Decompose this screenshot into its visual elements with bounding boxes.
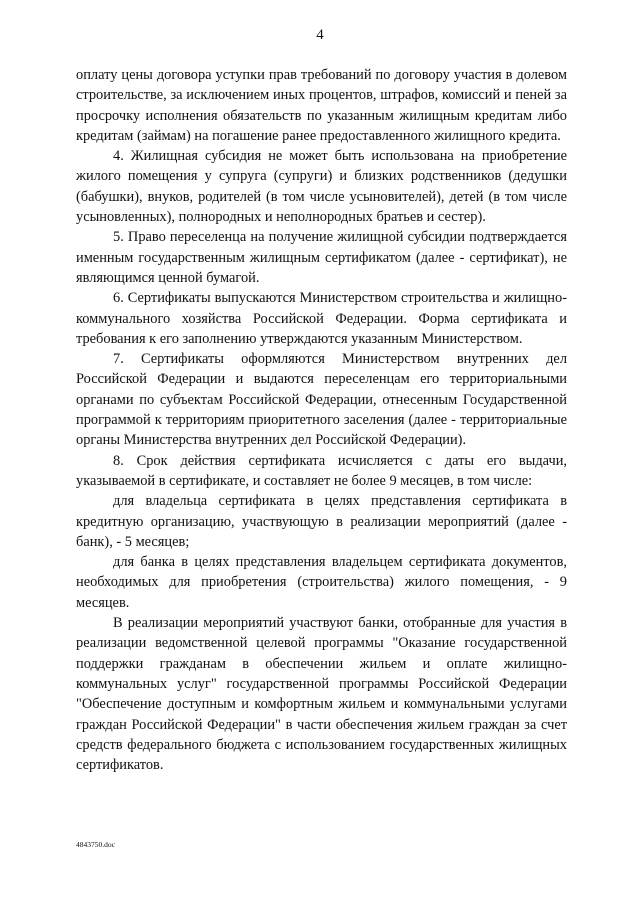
paragraph-item-6: 6. Сертификаты выпускаются Министерством строительства и жилищно-коммунального хозяйства Российской Федерации. Форма сертификата и требования к его заполнению утверждаются указанным Министерством.: [76, 290, 567, 347]
paragraph-owner-term: для владельца сертификата в целях представления сертификата в кредитную организацию, участвующую в реализации мероприятий (далее - банк), - 5 месяцев;: [76, 493, 567, 550]
paragraph-item-7: 7. Сертификаты оформляются Министерством внутренних дел Российской Федерации и выдаются переселенцам его территориальными органами по субъектам Российской Федерации, отнесенным Государственной программой к территориям приоритетного заселения (далее - территориальные органы Министерства внутренних дел Российской Федерации).: [76, 351, 567, 449]
document-body: [76, 65, 567, 775]
paragraph-item-8: 8. Срок действия сертификата исчисляется с даты его выдачи, указываемой в сертификате, и составляет не более 9 месяцев, в том числе:: [76, 452, 567, 489]
paragraph-item-5: 5. Право переселенца на получение жилищной субсидии подтверждается именным государственным жилищным сертификатом (далее - сертификат), не являющимся ценной бумагой.: [76, 229, 567, 286]
footer-file-name: 4843750.doc: [76, 840, 115, 849]
paragraph-item-4: 4. Жилищная субсидия не может быть использована на приобретение жилого помещения у супруга (супруги) и близких родственников (дедушки (бабушки), внуков, родителей (в том числе усыновителей), детей (в том числе усыновленных), полнородных и неполнородных братьев и сестер).: [76, 148, 567, 226]
paragraph-continuation: оплату цены договора уступки прав требований по договору участия в долевом строительстве, за исключением иных процентов, штрафов, комиссий и пеней за просрочку исполнения обязательств по указанным жилищным кредитам либо кредитам (займам) на погашение ранее предоставленного жилищного кредита.: [76, 67, 567, 144]
paragraph-banks-participation: В реализации мероприятий участвуют банки, отобранные для участия в реализации ведомственной целевой программы "Оказание государственной поддержки гражданам в обеспечении жильем и оплате жилищно-коммунальных услуг" государственной программы Российской Федерации "Обеспечение доступным и комфортным жильем и коммунальными услугами граждан Российской Федерации" в части обеспечения жильем граждан за счет средств федерального бюджета с использованием государственных жилищных сертификатов.: [76, 615, 567, 774]
page-number: 4: [316, 27, 324, 43]
paragraph-bank-term: для банка в целях представления владельцем сертификата документов, необходимых для приобретения (строительства) жилого помещения, - 9 месяцев.: [76, 554, 567, 611]
